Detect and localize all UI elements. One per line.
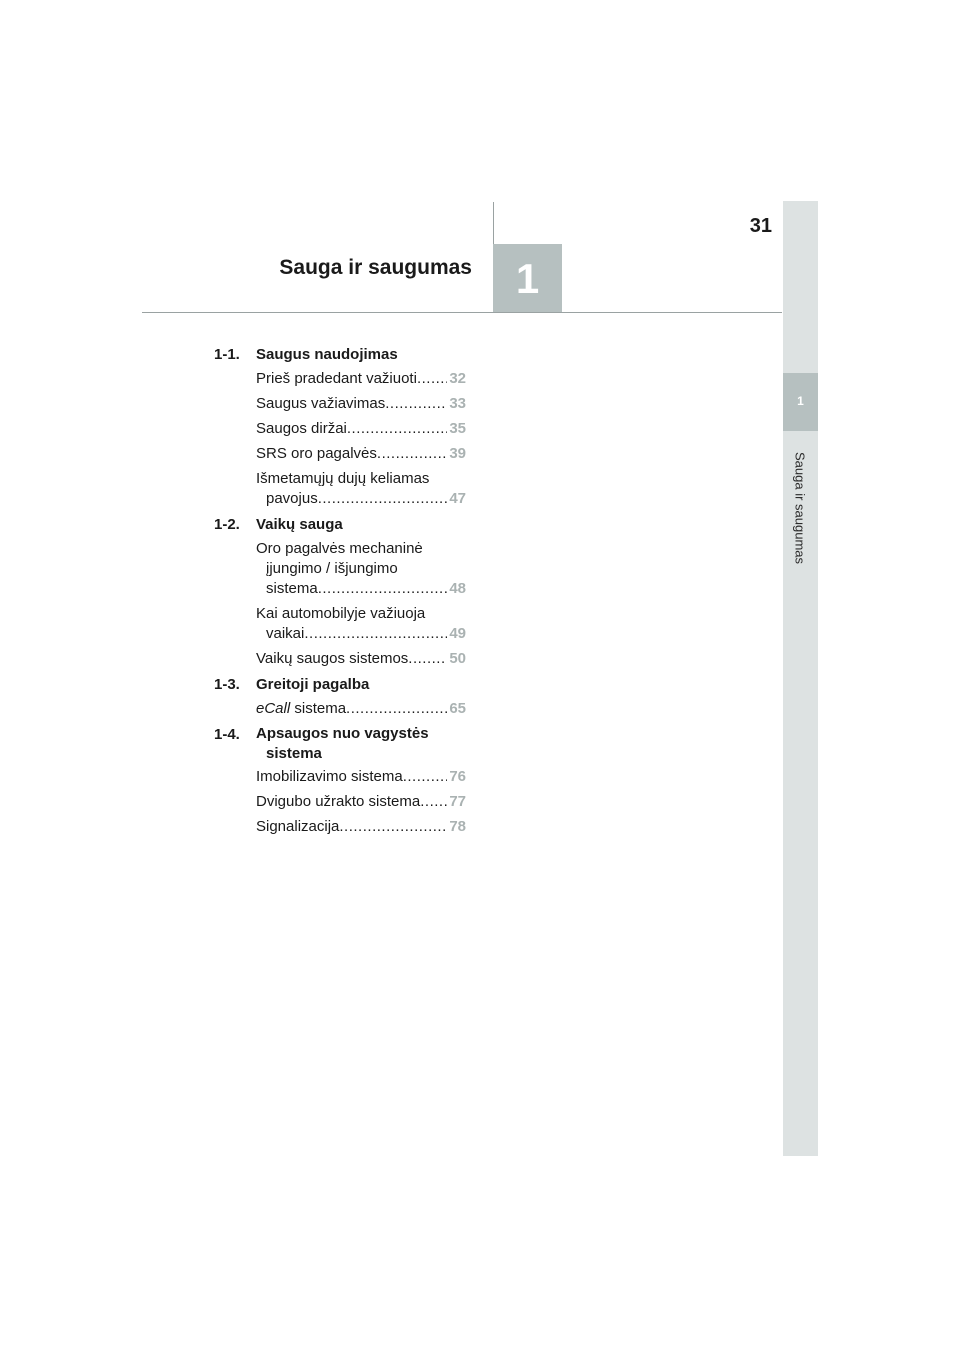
entry-page: 78	[449, 818, 466, 835]
section-title: Vaikų sauga	[256, 516, 343, 533]
toc-entry-ismetamuju-duju[interactable]	[256, 469, 466, 509]
side-chapter-label: Sauga ir saugumas	[792, 451, 808, 565]
entry-page: 39	[449, 445, 466, 462]
page-number: 31	[749, 215, 772, 237]
toc-section-1-3[interactable]	[214, 674, 470, 696]
entry-text: SRS oro pagalvės	[256, 445, 377, 462]
toc-entry-vaikai[interactable]	[256, 604, 466, 644]
section-title: Saugus naudojimas	[256, 346, 398, 363]
entry-page: 32	[449, 370, 466, 387]
entry-text: Saugus važiavimas	[256, 395, 386, 412]
chapter-title: Sauga ir saugumas	[279, 256, 472, 279]
entry-text-line: Oro pagalvės mechaninė	[256, 540, 423, 557]
section-number: 1-1.	[214, 346, 240, 363]
entry-text: Vaikų saugos sistemos	[256, 650, 409, 667]
entry-page: 50	[449, 650, 466, 667]
entry-page: 33	[449, 395, 466, 412]
entry-text-line: įjungimo / išjungimo	[266, 560, 398, 577]
toc-entry-vaiku-saugos-sistemos[interactable]	[256, 649, 466, 669]
entry-text: vaikai	[266, 625, 305, 642]
toc-entry-ecall-sistema[interactable]	[256, 699, 466, 719]
side-index-band	[783, 201, 818, 1156]
toc-section-1-2[interactable]	[214, 514, 470, 536]
entry-page: 48	[449, 580, 466, 597]
toc-section-1-1[interactable]	[214, 344, 470, 366]
section-number: 1-3.	[214, 676, 240, 693]
toc-entry-pries-pradedant[interactable]	[256, 369, 466, 389]
toc-entry-imobilizavimo-sistema[interactable]	[256, 767, 466, 787]
section-number: 1-2.	[214, 516, 240, 533]
section-number: 1-4.	[214, 726, 240, 743]
section-title-cont: sistema	[266, 745, 322, 762]
entry-text: sistema	[266, 580, 318, 597]
header-vertical-rule	[493, 202, 494, 244]
toc-entry-signalizacija[interactable]	[256, 817, 466, 837]
entry-page: 35	[449, 420, 466, 437]
entry-text: Prieš pradedant važiuoti	[256, 370, 417, 387]
toc-entry-saugos-dirzai[interactable]	[256, 419, 466, 439]
toc-entry-saugus-vaziavimas[interactable]	[256, 394, 466, 414]
entry-text-line: Išmetamųjų dujų keliamas	[256, 470, 430, 487]
section-title: Greitoji pagalba	[256, 676, 370, 693]
side-chapter-tab-number: 1	[797, 394, 804, 408]
entry-text: Dvigubo užrakto sistema	[256, 793, 421, 810]
entry-text-italic: eCall	[256, 700, 291, 717]
chapter-number: 1	[515, 255, 540, 302]
header-horizontal-rule	[142, 312, 782, 313]
section-title: Apsaugos nuo vagystės	[256, 725, 429, 742]
entry-text: Imobilizavimo sistema	[256, 768, 403, 785]
entry-page: 77	[449, 793, 466, 810]
entry-page: 47	[449, 490, 466, 507]
entry-page: 49	[449, 625, 466, 642]
toc-entry-srs-oro-pagalves[interactable]	[256, 444, 466, 464]
toc-section-1-4[interactable]	[214, 724, 470, 764]
table-of-contents	[214, 344, 470, 842]
entry-text: sistema	[290, 700, 347, 717]
entry-text: Saugos diržai	[256, 420, 347, 437]
toc-entry-oro-pagalves-isjungimo[interactable]	[256, 539, 466, 599]
toc-entry-dvigubo-uzrakto[interactable]	[256, 792, 466, 812]
entry-text: Signalizacija	[256, 818, 340, 835]
entry-text-line: Kai automobilyje važiuoja	[256, 605, 426, 622]
entry-page: 76	[449, 768, 466, 785]
entry-page: 65	[449, 700, 466, 717]
entry-text: pavojus	[266, 490, 318, 507]
